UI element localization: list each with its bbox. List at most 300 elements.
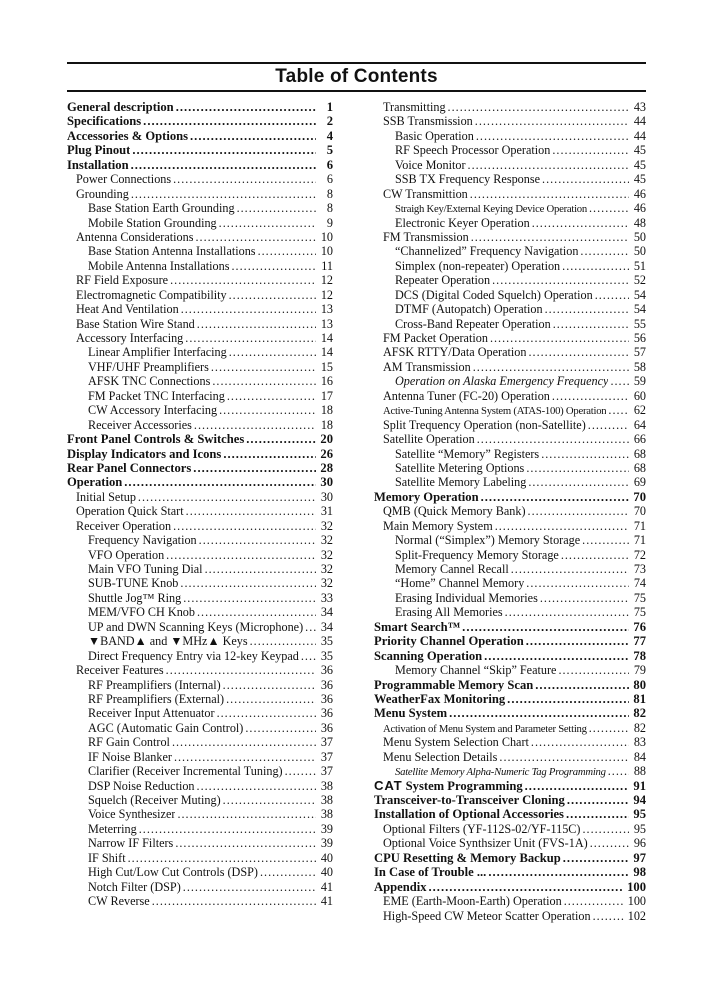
dot-leader xyxy=(540,591,629,605)
dot-leader xyxy=(525,779,629,793)
toc-entry xyxy=(374,172,646,186)
toc-entry xyxy=(374,562,646,576)
toc-entry-label: ▼BAND▲ and ▼MHz▲ Keys xyxy=(88,634,248,649)
toc-entry-page: 34 xyxy=(320,619,333,634)
toc-entry-label: Main VFO Tuning Dial xyxy=(88,562,203,576)
toc-entry-page: 97 xyxy=(633,850,646,865)
toc-entry xyxy=(67,461,333,475)
toc-entry-page: 62 xyxy=(633,403,646,418)
dot-leader xyxy=(593,909,625,923)
toc-entry xyxy=(67,721,333,735)
toc-entry xyxy=(374,114,646,128)
toc-entry xyxy=(374,302,646,316)
dot-leader xyxy=(197,317,316,331)
toc-entry-page: 82 xyxy=(633,706,646,721)
toc-entry xyxy=(67,447,333,461)
toc-entry-page: 83 xyxy=(633,735,646,750)
dot-leader xyxy=(172,735,316,749)
toc-entry-page: 20 xyxy=(320,432,333,447)
toc-entry xyxy=(67,403,333,417)
dot-leader xyxy=(531,735,629,749)
toc-entry-label: Antenna Tuner (FC-20) Operation xyxy=(383,388,550,403)
toc-entry-page: 16 xyxy=(320,374,333,389)
toc-entry-label: Electronic Keyer Operation xyxy=(395,215,530,230)
dot-leader xyxy=(505,605,629,619)
toc-entry xyxy=(67,273,333,287)
toc-entry-label: Satellite Operation xyxy=(383,432,475,447)
toc-entry-label: CPU Resetting & Memory Backup xyxy=(374,850,561,865)
toc-entry xyxy=(67,894,333,908)
toc-entry xyxy=(374,504,646,518)
toc-entry xyxy=(67,418,333,432)
dot-leader xyxy=(205,562,316,576)
dot-leader xyxy=(195,230,316,244)
toc-entry-page: 94 xyxy=(633,793,646,807)
toc-entry-page: 54 xyxy=(633,287,646,302)
toc-entry xyxy=(67,880,333,894)
toc-entry xyxy=(67,259,333,273)
dot-leader xyxy=(237,201,316,215)
toc-entry xyxy=(374,706,646,720)
toc-entry-page: 37 xyxy=(320,735,333,750)
dot-leader xyxy=(139,822,316,836)
toc-entry xyxy=(67,143,333,157)
toc-entry-label: Optional Voice Synthsizer Unit (FVS-1A) xyxy=(383,836,588,851)
dot-leader xyxy=(449,706,629,720)
toc-entry-label: VFO Operation xyxy=(88,547,165,562)
title-bottom-rule xyxy=(67,90,646,92)
toc-entry-label: High-Speed CW Meteor Scatter Operation xyxy=(383,908,591,923)
toc-entry-page: 10 xyxy=(320,244,333,259)
dot-leader xyxy=(250,634,316,648)
toc-entry-label: Memory Operation xyxy=(374,489,479,504)
toc-entry-label: RF Field Exposure xyxy=(76,273,169,288)
dot-leader xyxy=(558,663,629,677)
toc-entry-page: 70 xyxy=(633,489,646,504)
dot-leader xyxy=(170,273,316,287)
toc-entry-page: 35 xyxy=(320,634,333,649)
toc-entry-label: Programmable Memory Scan xyxy=(374,677,534,692)
dot-leader xyxy=(285,764,316,778)
dot-leader xyxy=(582,822,629,836)
toc-entry xyxy=(67,331,333,345)
toc-entry-label: Squelch (Receiver Muting) xyxy=(88,793,221,807)
toc-entry xyxy=(374,374,646,388)
toc-entry-page: 77 xyxy=(633,634,646,649)
toc-entry-page: 73 xyxy=(633,562,646,576)
toc-entry-label: AGC (Automatic Gain Control) xyxy=(88,720,244,735)
toc-entry xyxy=(67,822,333,836)
toc-entry-label: Display Indicators and Icons xyxy=(67,446,222,461)
toc-entry-label: UP and DWN Scanning Keys (Microphone) xyxy=(88,619,304,634)
toc-entry xyxy=(67,735,333,749)
toc-entry-page: 88 xyxy=(633,764,646,779)
dot-leader xyxy=(590,836,629,850)
toc-entry xyxy=(374,331,646,345)
toc-entry xyxy=(67,114,333,128)
toc-entry-label: Frequency Navigation xyxy=(88,533,197,548)
dot-leader xyxy=(176,100,316,114)
toc-entry-label: Transceiver-to-Transceiver Cloning xyxy=(374,793,565,807)
toc-entry xyxy=(374,345,646,359)
dot-leader xyxy=(173,519,316,533)
toc-entry xyxy=(374,230,646,244)
dot-leader xyxy=(552,389,629,403)
toc-entry xyxy=(67,634,333,648)
toc-entry-page: 33 xyxy=(320,590,333,605)
toc-entry-label: Installation xyxy=(67,157,129,172)
toc-entry xyxy=(67,432,333,446)
toc-entry-page: 11 xyxy=(321,258,333,273)
toc-entry xyxy=(374,548,646,562)
toc-entry-page: 52 xyxy=(633,273,646,288)
dot-leader xyxy=(197,605,316,619)
dot-leader xyxy=(177,807,316,821)
toc-entry xyxy=(67,548,333,562)
toc-entry-page: 36 xyxy=(320,706,333,721)
toc-entry-label: Receiver Accessories xyxy=(88,417,192,432)
dot-leader xyxy=(223,447,316,461)
toc-entry-page: 26 xyxy=(320,446,333,461)
toc-entry xyxy=(374,244,646,258)
toc-entry-label: Straigh Key/External Keying Device Operation xyxy=(395,203,587,216)
dot-leader xyxy=(166,663,316,677)
toc-column-left xyxy=(67,100,333,909)
dot-leader xyxy=(476,129,629,143)
toc-entry-page: 96 xyxy=(633,836,646,851)
dot-leader xyxy=(528,475,629,489)
toc-entry xyxy=(67,187,333,201)
dot-leader xyxy=(305,620,316,634)
toc-entry xyxy=(374,447,646,461)
toc-entry xyxy=(67,129,333,143)
toc-entry-label: RF Preamplifiers (Internal) xyxy=(88,677,221,692)
toc-entry-label-text: System Programming xyxy=(402,778,523,793)
toc-entry-page: 71 xyxy=(633,533,646,548)
toc-entry-page: 30 xyxy=(320,475,333,490)
toc-entry xyxy=(67,576,333,590)
toc-entry-label: FM Packet Operation xyxy=(383,331,488,345)
toc-entry xyxy=(67,302,333,316)
toc-entry xyxy=(374,822,646,836)
toc-entry-page: 69 xyxy=(633,475,646,490)
toc-entry xyxy=(374,475,646,489)
toc-entry xyxy=(67,244,333,258)
toc-entry-label: SSB Transmission xyxy=(383,114,473,129)
toc-entry xyxy=(374,779,646,793)
dot-leader xyxy=(180,576,316,590)
toc-entry-label: FM Transmission xyxy=(383,229,469,244)
toc-entry-label: RF Speech Processor Operation xyxy=(395,143,551,158)
toc-entry-page: 76 xyxy=(633,619,646,634)
toc-entry-page: 40 xyxy=(320,850,333,865)
toc-entry-label xyxy=(374,779,523,793)
toc-entry-page: 6 xyxy=(326,172,333,187)
toc-entry xyxy=(67,807,333,821)
toc-entry xyxy=(374,216,646,230)
toc-entry-label: CW Reverse xyxy=(88,894,150,909)
toc-entry-page: 54 xyxy=(633,302,646,317)
toc-entry-label: RF Preamplifiers (External) xyxy=(88,691,225,706)
dot-leader xyxy=(608,764,629,778)
toc-entry-page: 75 xyxy=(633,605,646,620)
dot-leader xyxy=(532,216,629,230)
toc-entry xyxy=(67,389,333,403)
toc-entry-label: Direct Frequency Entry via 12-key Keypad xyxy=(88,648,299,663)
toc-entry-label: Clarifier (Receiver Incremental Tuning) xyxy=(88,764,283,779)
toc-entry-label: DTMF (Autopatch) Operation xyxy=(395,302,543,317)
dot-leader xyxy=(223,678,316,692)
toc-entry-page: 28 xyxy=(320,460,333,475)
dot-leader xyxy=(477,432,629,446)
dot-leader xyxy=(301,649,316,663)
toc-entry xyxy=(374,894,646,908)
toc-entry-label: Active-Tuning Antenna System (ATAS-100) Operation xyxy=(383,405,607,418)
toc-entry-page: 17 xyxy=(320,388,333,403)
dot-leader xyxy=(132,143,316,157)
toc-entry-page: 35 xyxy=(320,648,333,663)
dot-leader xyxy=(223,793,316,807)
toc-entry-label: Menu System Selection Chart xyxy=(383,735,529,750)
toc-entry-label: Satellite “Memory” Registers xyxy=(395,446,540,461)
toc-entry xyxy=(374,807,646,821)
toc-entry-label: DSP Noise Reduction xyxy=(88,778,195,793)
toc-entry-page: 18 xyxy=(320,417,333,432)
toc-entry-page: 5 xyxy=(326,143,333,158)
toc-entry-page: 98 xyxy=(633,865,646,880)
dot-leader xyxy=(143,114,316,128)
toc-entry-page: 95 xyxy=(633,821,646,836)
dot-leader xyxy=(499,750,629,764)
toc-entry-label: AFSK RTTY/Data Operation xyxy=(383,345,527,360)
toc-entry xyxy=(67,519,333,533)
toc-entry xyxy=(67,764,333,778)
toc-entry-page: 46 xyxy=(633,186,646,201)
dot-leader xyxy=(128,851,316,865)
toc-entry-label: In Case of Trouble ... xyxy=(374,865,487,880)
dot-leader xyxy=(552,143,629,157)
toc-entry-label: Installation of Optional Accessories xyxy=(374,807,564,822)
dot-leader xyxy=(152,894,316,908)
dot-leader xyxy=(462,620,629,634)
toc-entry xyxy=(374,100,646,114)
toc-entry-page: 37 xyxy=(320,749,333,764)
toc-entry-page: 60 xyxy=(633,388,646,403)
toc-entry-label: Initial Setup xyxy=(76,489,136,504)
dot-leader xyxy=(588,418,629,432)
dot-leader xyxy=(211,360,316,374)
toc-entry-page: 38 xyxy=(320,793,333,807)
dot-leader xyxy=(526,576,629,590)
dot-leader xyxy=(212,374,316,388)
toc-entry-label: DCS (Digital Coded Squelch) Operation xyxy=(395,287,593,302)
toc-entry-page: 1 xyxy=(326,100,333,114)
toc-entry-page: 8 xyxy=(326,201,333,216)
toc-entry xyxy=(67,158,333,172)
dot-leader xyxy=(511,562,629,576)
toc-entry-page: 82 xyxy=(633,720,646,735)
toc-entry-page: 68 xyxy=(633,446,646,461)
toc-entry-label: Repeater Operation xyxy=(395,273,491,288)
toc-entry-page: 10 xyxy=(320,229,333,244)
dot-leader xyxy=(535,678,629,692)
toc-entry-page: 6 xyxy=(326,157,333,172)
toc-entry xyxy=(374,490,646,504)
toc-entry-page: 74 xyxy=(633,576,646,591)
toc-entry xyxy=(67,216,333,230)
toc-entry-page: 32 xyxy=(320,533,333,548)
toc-entry xyxy=(67,836,333,850)
toc-entry-page: 71 xyxy=(633,518,646,533)
toc-entry-label: Specifications xyxy=(67,114,142,129)
toc-entry-page: 12 xyxy=(320,273,333,288)
toc-entry-label: Optional Filters (YF-112S-02/YF-115C) xyxy=(383,821,581,836)
toc-entry-label: Shuttle Jog™ Ring xyxy=(88,590,182,605)
toc-entry-page: 18 xyxy=(320,403,333,418)
toc-entry-label: Main Memory System xyxy=(383,518,493,533)
toc-entry-label: Mobile Antenna Installations xyxy=(88,258,230,273)
toc-entry xyxy=(374,721,646,735)
toc-entry-page: 81 xyxy=(633,691,646,706)
toc-entry xyxy=(374,519,646,533)
dot-leader xyxy=(260,865,316,879)
toc-entry-label: Split-Frequency Memory Storage xyxy=(395,547,559,562)
toc-entry-label: Priority Channel Operation xyxy=(374,634,524,649)
dot-leader xyxy=(219,216,316,230)
toc-entry-page: 12 xyxy=(320,287,333,302)
dot-leader xyxy=(610,374,629,388)
dot-leader xyxy=(219,403,316,417)
dot-leader xyxy=(542,172,629,186)
dot-leader xyxy=(545,302,629,316)
toc-entry xyxy=(67,620,333,634)
toc-entry-page: 13 xyxy=(320,316,333,331)
toc-entry-page: 36 xyxy=(320,677,333,692)
toc-entry-label: Simplex (non-repeater) Operation xyxy=(395,258,561,273)
title-top-rule xyxy=(67,62,646,64)
dot-leader xyxy=(470,187,629,201)
toc-entry-label: Base Station Earth Grounding xyxy=(88,201,235,216)
toc-entry xyxy=(374,649,646,663)
toc-entry xyxy=(67,475,333,489)
toc-entry-label: Accessory Interfacing xyxy=(76,331,184,345)
toc-entry-label: Transmitting xyxy=(383,100,446,114)
dot-leader xyxy=(173,172,316,186)
toc-entry-label: Erasing All Memories xyxy=(395,605,503,620)
page-title: Table of Contents xyxy=(275,66,438,87)
toc-entry xyxy=(374,851,646,865)
dot-leader xyxy=(226,692,316,706)
toc-entry-label: Appendix xyxy=(374,879,427,894)
toc-entry-label: Cross-Band Repeater Operation xyxy=(395,316,551,331)
toc-entry xyxy=(67,779,333,793)
dot-leader xyxy=(553,317,629,331)
dot-leader xyxy=(528,504,629,518)
toc-entry-page: 51 xyxy=(633,258,646,273)
toc-entry-page: 72 xyxy=(633,547,646,562)
toc-entry xyxy=(374,403,646,417)
toc-entry-label: Memory Cannel Recall xyxy=(395,562,509,576)
toc-entry-label: “Home” Channel Memory xyxy=(395,576,525,591)
toc-entry-page: 32 xyxy=(320,547,333,562)
dot-leader xyxy=(492,273,629,287)
dot-leader xyxy=(429,880,625,894)
toc-entry-page: 36 xyxy=(320,691,333,706)
dot-leader xyxy=(138,490,316,504)
toc-entry-label: IF Shift xyxy=(88,850,126,865)
dot-leader xyxy=(217,706,316,720)
toc-entry xyxy=(374,909,646,923)
dot-leader xyxy=(582,533,629,547)
toc-entry-page: 38 xyxy=(320,778,333,793)
dot-leader xyxy=(245,721,316,735)
toc-entry-label: MEM/VFO CH Knob xyxy=(88,605,195,620)
toc-entry xyxy=(67,201,333,215)
toc-entry xyxy=(374,591,646,605)
toc-entry xyxy=(374,880,646,894)
toc-entry xyxy=(374,259,646,273)
toc-entry-page: 13 xyxy=(320,302,333,317)
toc-entry-page: 70 xyxy=(633,504,646,519)
dot-leader xyxy=(507,692,629,706)
toc-entry xyxy=(374,187,646,201)
toc-entry-label: Satellite Metering Options xyxy=(395,460,525,475)
toc-entry-label: Plug Pinout xyxy=(67,143,131,158)
dot-leader xyxy=(484,649,629,663)
toc-entry xyxy=(374,663,646,677)
toc-entry-page: 37 xyxy=(320,764,333,779)
toc-entry xyxy=(67,851,333,865)
dot-leader xyxy=(166,548,316,562)
toc-entry-label: “Channelized” Frequency Navigation xyxy=(395,244,579,259)
dot-leader xyxy=(580,244,629,258)
toc-entry-label: Operation on Alaska Emergency Frequency xyxy=(395,374,609,389)
toc-entry-label: Activation of Menu System and Parameter Setting xyxy=(383,722,587,735)
toc-entry-label: CW Accessory Interfacing xyxy=(88,403,218,418)
toc-entry-page: 56 xyxy=(633,331,646,345)
toc-entry-label: Meterring xyxy=(88,821,137,836)
dot-leader xyxy=(194,418,316,432)
toc-entry-page: 75 xyxy=(633,590,646,605)
toc-entry-label: Menu System xyxy=(374,706,448,721)
dot-leader xyxy=(526,461,629,475)
toc-entry-label: Accessories & Options xyxy=(67,128,189,143)
dot-leader xyxy=(566,807,629,821)
toc-entry-label: FM Packet TNC Interfacing xyxy=(88,388,225,403)
toc-entry-page: 55 xyxy=(633,316,646,331)
toc-entry-label: Base Station Antenna Installations xyxy=(88,244,256,259)
toc-entry xyxy=(67,692,333,706)
toc-entry-page: 44 xyxy=(633,128,646,143)
toc-entry xyxy=(374,764,646,778)
toc-entry-label: WeatherFax Monitoring xyxy=(374,691,506,706)
dot-leader xyxy=(175,836,316,850)
toc-entry-label: Power Connections xyxy=(76,172,172,187)
toc-entry-label: Split Trequency Operation (non-Satellite) xyxy=(383,417,586,432)
toc-entry-label: AM Transmission xyxy=(383,359,471,374)
toc-entry-page: 80 xyxy=(633,677,646,692)
toc-entry-page: 43 xyxy=(633,100,646,114)
dot-leader xyxy=(526,634,629,648)
toc-entry-label: Basic Operation xyxy=(395,128,474,143)
toc-entry-label: Receiver Input Attenuator xyxy=(88,706,215,721)
dot-leader xyxy=(490,331,629,345)
toc-entry xyxy=(374,836,646,850)
toc-entry-label-logo: CAT xyxy=(374,778,403,793)
toc-entry xyxy=(374,158,646,172)
dot-leader xyxy=(448,100,629,114)
dot-leader xyxy=(563,851,629,865)
